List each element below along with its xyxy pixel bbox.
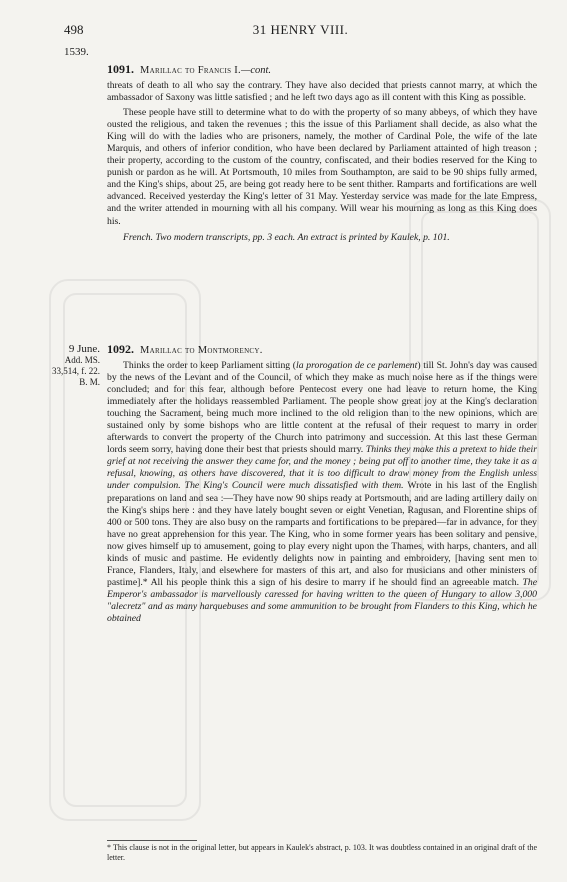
entry-title: Marillac to Montmorency. — [140, 345, 263, 356]
italic-run: The Emperor's ambassador is marvellously caressed for having written to the queen of Hungary to allow 3,000 "alecretz" and as many harquebuses and some ammunition to be brought from Flanders to this King, which he obtained — [107, 576, 537, 624]
text-run: Wrote in his last of the English preparations on land and sea :—They have now 90 ships ready at Portsmouth, and are lading artillery daily on the King's ships here : and they have lately bought seven or eight Venetian, Ragusan, and Florentine ships of 400 or 500 tons. They are also busy on the ramparts and fortifications to be prepared—far in advance, for they have no great apprehension for this year. The King, who in some former years has been solitary and pensive, now gives himself up to amusement, going to play every night upon the Thames, with harps, chanters, and all kinds of music and pastime. He evidently delights now in painting and embroidery, [having sent men to France, Flanders, Italy, and elsewhere for masters of this art, and also for musicians and other ministers of pastime].* All his people think this a sign of his desire to marry if he should find an agreeable match. — [107, 480, 537, 588]
footnote-rule — [107, 840, 197, 841]
entry-number: 1092. — [107, 342, 134, 356]
italic-run: la prorogation de ce parlement — [296, 360, 418, 371]
text-run: ) till St. John's day was caused by the news of the Levant and of the Council, of which they make as much noise here as if the things were concluded; and for this fear, although before Pentecost every one had leave to return home, the King immediately after the holidays reassembled Parliament. The people show great joy at the King's declaration touching the Sacrament, being much more inclined to the old religion than to the new opinions, which are sustained only by some bishops who are little content at the refusal of their request to marry in order afterwards to convert the property of the Church into patrimony and succession. At this last these German lords seem sorry, having done their best that priests should marry. — [107, 360, 537, 456]
paragraph: threats of death to all who say the contrary. They have also decided that priests cannot marry, at which the ambassador of Saxony was little satisfied ; and he left two days ago as ill content with this King as possible. — [107, 80, 537, 104]
entry-title-suffix: —cont. — [240, 65, 272, 76]
paragraph: These people have still to determine what to do with the property of so many abbeys, of which they have ousted the religious, and taken the revenues ; this the issue of this Parliament shall decide, as also what the King will do with the ladies who are prisoners, namely, the mother of Cardinal Pole, the wife of the late Marquis, and others of inferior condition, who have been declared by Parliament attainted of high treason ; their property, according to the custom of the country, confiscated, and their bodies reserved for the King to punish or pardon as he will. At Portsmouth, 10 miles from Southampton, are said to be 90 ships fully armed, and the King's ships, about 25, are being got ready here to be sent thither. Ramparts and fortifications are well advanced. Received yesterday the King's letter of 31 May. Yesterday service was made for the late Empress, and the writer attended in mourning with all his company. Will wear his mourning as long as this King does his. — [107, 107, 537, 227]
manuscript-ref: 33,514, f. 22. — [52, 366, 100, 376]
entry-1091 — [107, 62, 537, 244]
paragraph — [107, 360, 537, 625]
page-number: 498 — [64, 22, 84, 37]
source-note: French. Two modern transcripts, pp. 3 each. An extract is printed by Kaulek, p. 101. — [123, 231, 450, 243]
entry-heading-1091 — [107, 62, 537, 78]
italic-run: Thinks they make this a pretext to hide their grief at not receiving the answer they came for, and the money ; being put off to another time, they take it as a refusal, knowing, as others have discovered, that it is too difficult to draw money from the English unless under compulsion. The King's Council were much dissatisfied with them. — [107, 444, 537, 492]
entry-1092 — [107, 342, 537, 625]
year-marginal: 1539. — [64, 46, 89, 58]
text-run: Thinks the order to keep Parliament sitting ( — [123, 360, 297, 371]
manuscript-ref: Add. MS. — [64, 355, 100, 365]
running-head — [64, 22, 537, 38]
entry-date: 9 June. — [68, 343, 100, 355]
manuscript-ref: B. M. — [79, 377, 100, 387]
entry-1092-marginal — [24, 344, 100, 388]
footnote: * This clause is not in the original letter, but appears in Kaulek's abstract, p. 103. It was doubtless contained in an original draft of the letter. — [107, 843, 537, 862]
entry-heading-1092 — [107, 342, 537, 358]
entry-number: 1091. — [107, 62, 134, 76]
entry-title: Marillac to Francis I. — [140, 65, 241, 76]
running-title: 31 HENRY VIII. — [252, 22, 349, 37]
